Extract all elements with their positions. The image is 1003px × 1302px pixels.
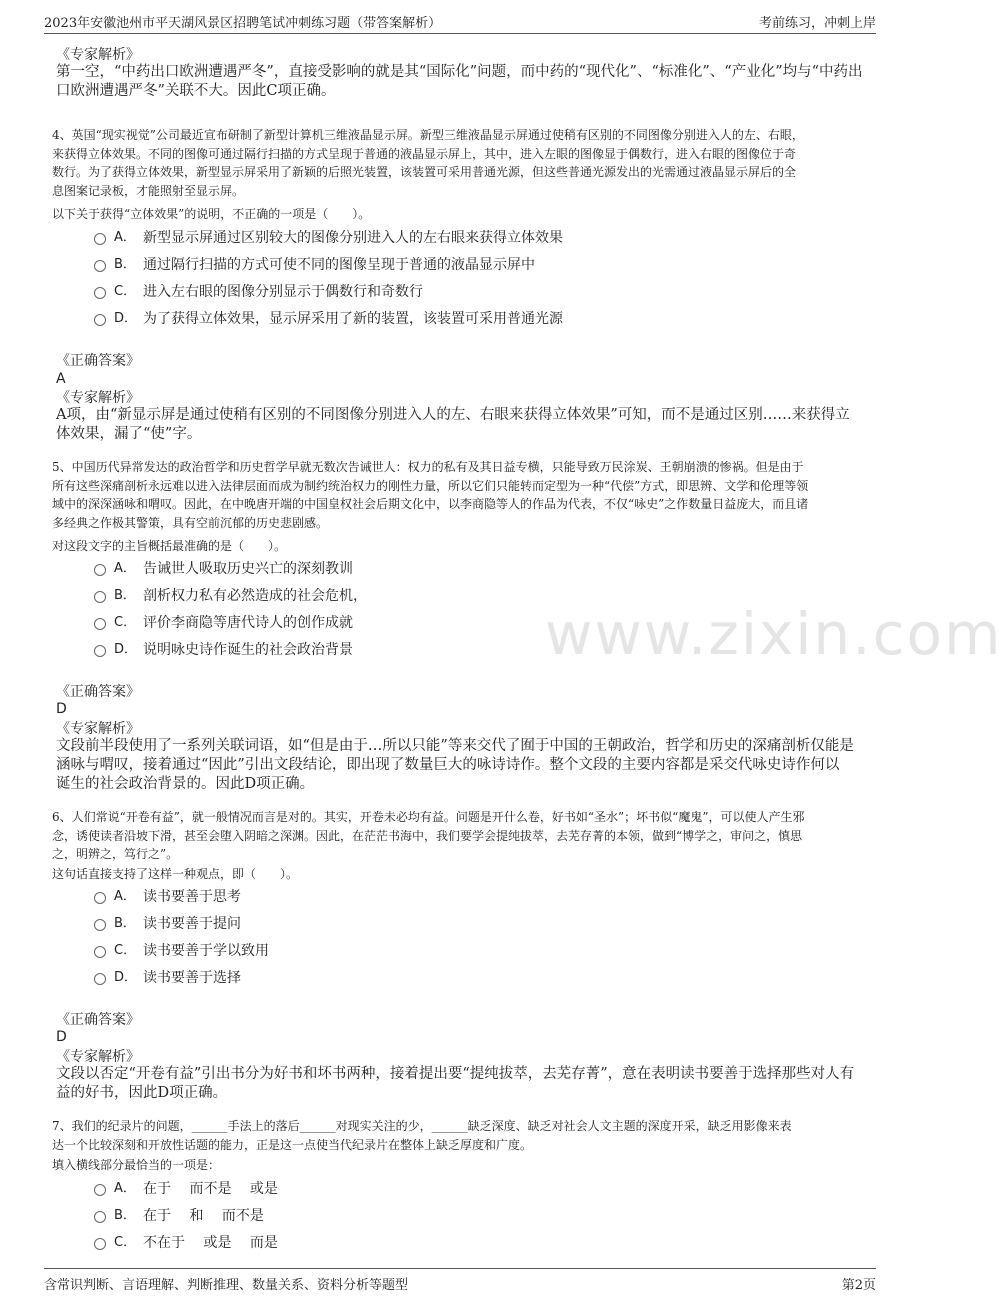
- question-6-analysis-label: 《专家解析》: [56, 1049, 140, 1065]
- option-text: 读书要善于选择: [143, 970, 241, 986]
- question-5-prompt: 对这段文字的主旨概括最准确的是（ ）。: [52, 539, 287, 553]
- option-text: 进入左右眼的图像分别显示于偶数行和奇数行: [143, 284, 423, 300]
- option-letter: D．: [114, 970, 138, 985]
- option-letter: B．: [114, 916, 136, 931]
- question-6-answer-label: 《正确答案》: [56, 1012, 140, 1028]
- radio-button-icon[interactable]: [94, 1184, 106, 1196]
- radio-button-icon[interactable]: [94, 973, 106, 985]
- question-4-answer-label: 《正确答案》: [56, 353, 140, 369]
- option-letter: D．: [114, 642, 138, 657]
- question-4-stem: [52, 126, 870, 200]
- option-text: 不在于 或是 而是: [143, 1235, 278, 1251]
- stem-line: 7、我们的纪录片的问题，______手法上的落后______对现实关注的少，______缺乏深度、缺乏对社会人文主题的深度开采，缺乏用影像来表: [52, 1119, 792, 1133]
- q3-analysis-label: 《专家解析》: [56, 47, 140, 63]
- question-4-analysis-label: 《专家解析》: [56, 390, 140, 406]
- stem-line: 多经典之作极其警策，具有空前沉郁的历史悲剧感。: [52, 515, 329, 530]
- question-5-analysis-label: 《专家解析》: [56, 721, 140, 737]
- stem-line: 5、中国历代异常发达的政治哲学和历史哲学早就无数次告诫世人：权力的私有及其日益专横，只能导致万民涂炭、王朝崩溃的惨祸。但是由于: [52, 460, 804, 474]
- option-text: 剖析权力私有必然造成的社会危机，: [143, 588, 367, 604]
- question-4-prompt: 以下关于获得“立体效果”的说明，不正确的一项是（ ）。: [52, 207, 371, 221]
- document-title: 2023年安徽池州市平天湖风景区招聘笔试冲刺练习题（带答案解析）: [44, 16, 442, 31]
- option-letter: C．: [114, 1235, 137, 1250]
- analysis-line: 口欧洲遭遇严冬”关联不大。因此C项正确。: [56, 83, 336, 99]
- option-text: 在于 而不是 或是: [143, 1181, 278, 1197]
- radio-button-icon[interactable]: [94, 233, 106, 245]
- stem-line: 4、英国“现实视觉”公司最近宣布研制了新型计算机三维液晶显示屏。新型三维液晶显示屏通过使稍有区别的不同图像分别进入人的左、右眼，: [52, 128, 804, 142]
- question-4-answer: A: [56, 371, 66, 387]
- question-7-prompt: 填入横线部分最恰当的一项是：: [52, 1158, 221, 1172]
- option-text: 在于 和 而不是: [143, 1208, 264, 1224]
- analysis-line: 体效果，漏了“使”字。: [56, 426, 202, 442]
- option-letter: A．: [114, 889, 136, 904]
- header-divider: [44, 33, 876, 34]
- option-text: 读书要善于提问: [143, 916, 241, 932]
- option-text: 新型显示屏通过区别较大的图像分别进入人的左右眼来获得立体效果: [143, 230, 563, 246]
- question-5-answer: D: [56, 701, 67, 717]
- watermark: www.zixin.com: [545, 600, 1003, 668]
- page-footer: [0, 1266, 920, 1302]
- radio-button-icon[interactable]: [94, 645, 106, 657]
- question-5-answer-label: 《正确答案》: [56, 684, 140, 700]
- analysis-line: 涵咏与喟叹，接着通过“因此”引出文段结论，即出现了数量巨大的咏诗诗作。整个文段的主要内容都是采交代咏史诗作何以: [56, 757, 840, 773]
- radio-button-icon[interactable]: [94, 892, 106, 904]
- option-letter: A．: [114, 230, 136, 245]
- radio-button-icon[interactable]: [94, 1238, 106, 1250]
- footer-divider: [44, 1268, 876, 1269]
- stem-line: 来获得立体效果。不同的图像可通过隔行扫描的方式呈现于普通的液晶显示屏上，其中，进入左眼的图像显于偶数行，进入右眼的图像位于奇: [52, 146, 797, 161]
- question-6-stem: [52, 808, 870, 864]
- radio-button-icon[interactable]: [94, 618, 106, 630]
- analysis-line: 文段前半段使用了一系列关联词语，如“但是由于…所以只能”等来交代了囿于中国的王朝政治，哲学和历史的深痛剖析仅能是: [56, 738, 854, 754]
- option-letter: C．: [114, 284, 137, 299]
- option-letter: B．: [114, 1208, 136, 1223]
- option-letter: B．: [114, 588, 136, 603]
- q3-analysis: [56, 63, 868, 101]
- page-header: [0, 0, 920, 34]
- option-letter: D．: [114, 311, 138, 326]
- option-letter: C．: [114, 943, 137, 958]
- option-letter: A．: [114, 1181, 136, 1196]
- question-5-analysis: [56, 737, 868, 794]
- radio-button-icon[interactable]: [94, 287, 106, 299]
- option-text: 评价李商隐等唐代诗人的创作成就: [143, 615, 353, 631]
- option-letter: C．: [114, 615, 137, 630]
- page-number: 第2页: [841, 1278, 876, 1293]
- analysis-line: 诞生的社会政治背景的。因此D项正确。: [56, 776, 315, 792]
- option-text: 为了获得立体效果，显示屏采用了新的装置，该装置可采用普通光源: [143, 311, 563, 327]
- radio-button-icon[interactable]: [94, 946, 106, 958]
- option-letter: B．: [114, 257, 136, 272]
- analysis-line: 益的好书，因此D项正确。: [56, 1085, 228, 1101]
- option-text: 说明咏史诗作诞生的社会政治背景: [143, 642, 353, 658]
- analysis-line: A项，由“新显示屏是通过使稍有区别的不同图像分别进入人的左、右眼来获得立体效果”可知，而不是通过区别……来获得立: [56, 407, 850, 423]
- analysis-line: 第一空，“中药出口欧洲遭遇严冬”，直接受影响的就是其“国际化”问题，而中药的“现代化”、“标准化”、“产业化”均与“中药出: [56, 64, 863, 80]
- question-5-stem: [52, 458, 870, 532]
- stem-line: 达一个比较深刻和开放性话题的能力，正是这一点使当代纪录片在整体上缺乏厚度和广度。: [52, 1137, 533, 1152]
- question-4-analysis: [56, 406, 868, 444]
- option-text: 告诫世人吸取历史兴亡的深刻教训: [143, 561, 353, 577]
- question-6-analysis: [56, 1065, 868, 1103]
- question-7-stem: [52, 1117, 870, 1154]
- radio-button-icon[interactable]: [94, 919, 106, 931]
- stem-line: 念，诱使读者沿坡下滑，甚至会堕入阴暗之深渊。因此，在茫茫书海中，我们要学会提纯拔萃，去芜存菁的本领，做到“博学之，审问之，慎思: [52, 828, 803, 843]
- header-slogan: 考前练习，冲刺上岸: [758, 16, 876, 31]
- option-letter: A．: [114, 561, 136, 576]
- stem-line: 所有这些深痛剖析永远难以进入法律层面而成为制约统治权力的刚性力量，所以它们只能转而定型为一种“代偿”方式，即思辨、文学和伦理等领: [52, 478, 809, 493]
- question-6-answer: D: [56, 1029, 67, 1045]
- stem-line: 息图案记录板，才能照射至显示屏。: [52, 183, 245, 198]
- option-text: 读书要善于思考: [143, 889, 241, 905]
- option-text: 通过隔行扫描的方式可使不同的图像呈现于普通的液晶显示屏中: [143, 257, 535, 273]
- stem-line: 之，明辨之，笃行之”。: [52, 847, 179, 861]
- stem-line: 6、人们常说“开卷有益”，就一般情况而言是对的。其实，开卷未必均有益。问题是开什么卷，好书如“圣水”；坏书似“魔鬼”，可以使人产生邪: [52, 810, 805, 824]
- radio-button-icon[interactable]: [94, 564, 106, 576]
- question-6-prompt: 这句话直接支持了这样一种观点，即（ ）。: [52, 867, 299, 881]
- radio-button-icon[interactable]: [94, 314, 106, 326]
- stem-line: 数行。为了获得立体效果，新型显示屏采用了新颖的后照光装置，该装置可采用普通光源，但这些普通光源发出的光需通过液晶显示屏后的全: [52, 165, 797, 179]
- analysis-line: 文段以否定“开卷有益”引出书分为好书和坏书两种，接着提出要“提纯拔萃，去芜存菁”，意在表明读书要善于选择那些对人有: [56, 1066, 855, 1082]
- stem-line: 域中的深深涵咏和喟叹。因此，在中晚唐开端的中国皇权社会后期文化中，以李商隐等人的作品为代表，不仅“咏史”之作数量日益庞大，而且诸: [52, 497, 809, 511]
- option-text: 读书要善于学以致用: [143, 943, 269, 959]
- footer-note: 含常识判断、言语理解、判断推理、数量关系、资料分析等题型: [44, 1278, 409, 1293]
- radio-button-icon[interactable]: [94, 260, 106, 272]
- radio-button-icon[interactable]: [94, 1211, 106, 1223]
- radio-button-icon[interactable]: [94, 591, 106, 603]
